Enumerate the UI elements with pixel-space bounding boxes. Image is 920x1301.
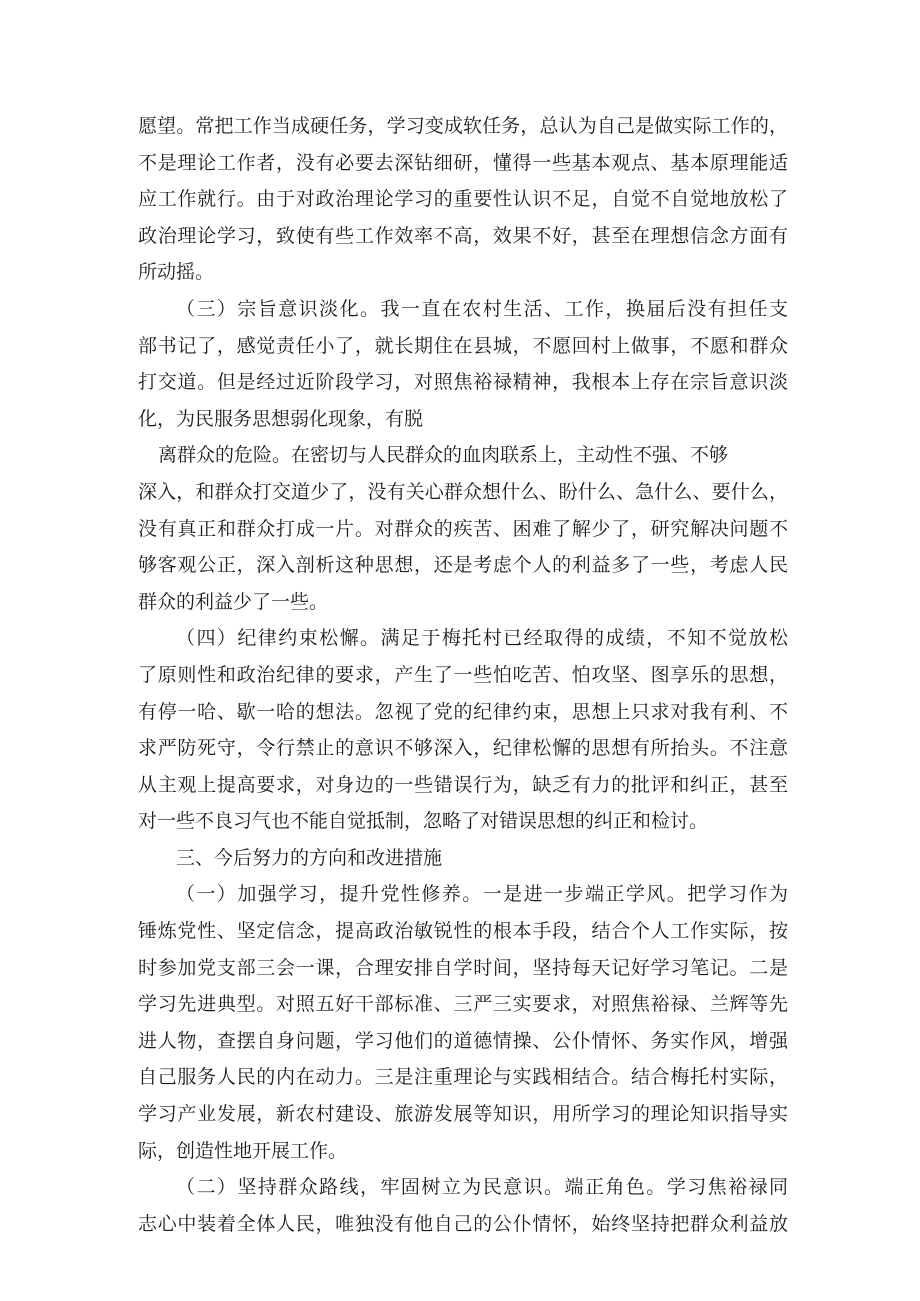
text-line: 群众的利益少了一些。 xyxy=(138,590,329,613)
text-line: 求严防死守，令行禁止的意识不够深入，纪律松懈的思想有所抬头。不注意 xyxy=(138,737,788,760)
text-line: 化，为民服务思想弱化现象，有脱 xyxy=(138,407,424,430)
text-line: 离群众的危险。在密切与人民群众的血肉联系上，主动性不强、不够 xyxy=(158,444,729,467)
text-line: 没有真正和群众打成一片。对群众的疾苦、困难了解少了，研究解决问题不 xyxy=(138,517,788,540)
text-line: 了原则性和政治纪律的要求，产生了一些怕吃苦、怕攻坚、图享乐的思想， xyxy=(138,663,788,686)
text-line: （一）加强学习，提升党性修养。一是进一步端正学风。把学习作为 xyxy=(176,883,788,906)
text-line: 际，创造性地开展工作。 xyxy=(138,1139,348,1162)
text-line: 从主观上提高要求，对身边的一些错误行为，缺乏有力的批评和纠正，甚至 xyxy=(138,773,788,796)
text-line: 政治理论学习，致使有些工作效率不高，效果不好，甚至在理想信念方面有 xyxy=(138,224,788,247)
text-line: 不是理论工作者，没有必要去深钻细研，懂得一些基本观点、基本原理能适 xyxy=(138,151,788,174)
text-line: （二）坚持群众路线，牢固树立为民意识。端正角色。学习焦裕禄同 xyxy=(176,1176,788,1199)
text-line: 愿望。常把工作当成硬任务，学习变成软任务，总认为自己是做实际工作的， xyxy=(138,115,788,137)
document-body-text xyxy=(138,108,788,1242)
text-line: （四）纪律约束松懈。满足于梅托村已经取得的成绩，不知不觉放松 xyxy=(176,627,788,650)
text-line: 部书记了，感觉责任小了，就长期住在县城，不愿回村上做事，不愿和群众 xyxy=(138,334,788,357)
text-line: 锤炼党性、坚定信念，提高政治敏锐性的根本手段，结合个人工作实际，按 xyxy=(138,920,788,943)
text-line: 时参加党支部三会一课，合理安排自学时间，坚持每天记好学习笔记。二是 xyxy=(138,956,788,979)
section-heading: 三、今后努力的方向和改进措施 xyxy=(176,846,443,869)
text-line: 有停一哈、歇一哈的想法。忽视了党的纪律约束，思想上只求对我有利、不 xyxy=(138,700,788,723)
text-line: 自己服务人民的内在动力。三是注重理论与实践相结合。结合梅托村实际， xyxy=(138,1066,788,1089)
text-line: 打交道。但是经过近阶段学习，对照焦裕禄精神，我根本上存在宗旨意识淡 xyxy=(138,371,788,394)
text-line: 所动摇。 xyxy=(138,261,215,284)
text-line: 学习先进典型。对照五好干部标准、三严三实要求，对照焦裕禄、兰辉等先 xyxy=(138,993,788,1016)
text-line: 学习产业发展，新农村建设、旅游发展等知识，用所学习的理论知识指导实 xyxy=(138,1103,788,1126)
text-line: 深入，和群众打交道少了，没有关心群众想什么、盼什么、急什么、要什么， xyxy=(138,480,788,503)
text-line: 应工作就行。由于对政治理论学习的重要性认识不足，自觉不自觉地放松了 xyxy=(138,188,788,211)
text-line: 进人物，查摆自身问题，学习他们的道德情操、公仆情怀、务实作风，增强 xyxy=(138,1029,788,1052)
text-line: （三）宗旨意识淡化。我一直在农村生活、工作，换届后没有担任支 xyxy=(176,297,788,320)
text-line: 对一些不良习气也不能自觉抵制，忽略了对错误思想的纠正和检讨。 xyxy=(138,810,709,833)
text-line: 志心中装着全体人民，唯独没有他自己的公仆情怀，始终坚持把群众利益放 xyxy=(138,1212,788,1235)
text-line: 够客观公正，深入剖析这种思想，还是考虑个人的利益多了一些，考虑人民 xyxy=(138,554,788,577)
